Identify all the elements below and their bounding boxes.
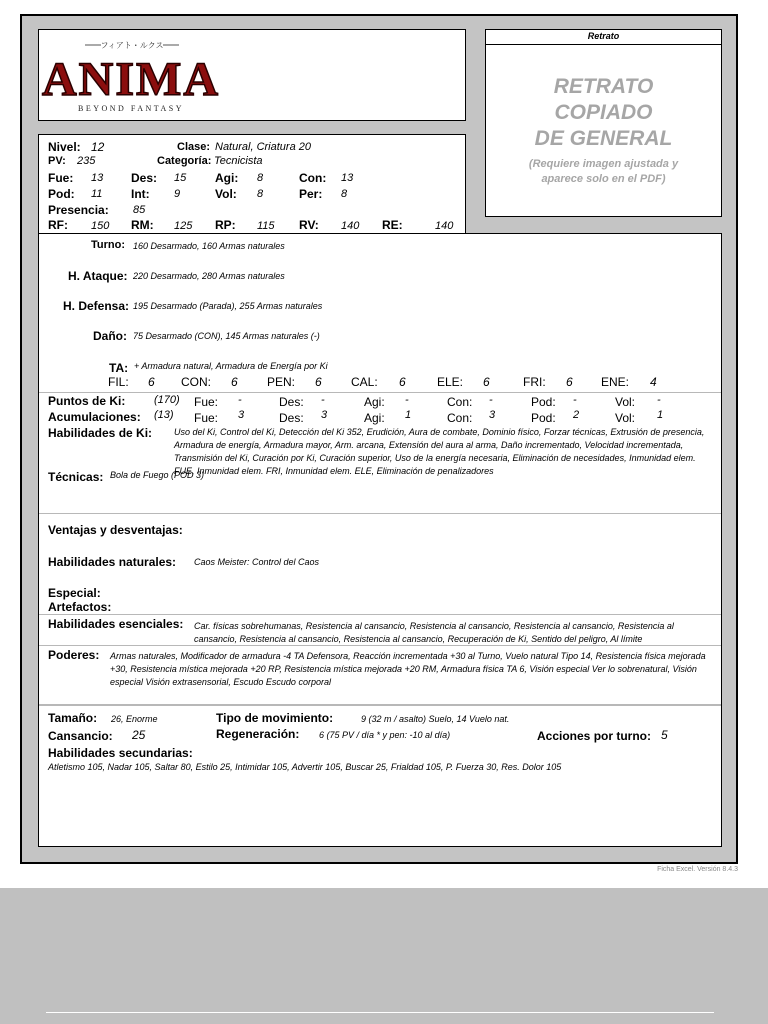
clase-label: Clase: xyxy=(177,141,211,153)
logo-subtitle: BEYOND FANTASY xyxy=(78,104,184,113)
rm-value: 125 xyxy=(174,220,193,232)
armor-label: ENE: xyxy=(601,375,630,389)
habilidades-ki-value: Uso del Ki, Control del Ki, Detección del Ki 352, Erudición, Aura de combate, Dominio físico, Forzar técnicas, Extrusión de presencia, Armadura de energía, Armadura mayor, Arm. arcana, Extensión del aura al arma, Daño incrementado, Velocidad incrementada, Transmisión del Ki, Curación por Ki, Curación superior, Uso de la energía necesaria, Eliminación de necesidades, Inmunidad elem. FUE, Inmunidad elem. FRI, Inmunidad elem. ELE, Eliminación de penalizadores xyxy=(174,427,705,476)
ventajas-label: Ventajas y desventajas: xyxy=(48,523,183,537)
portrait-note-1: (Requiere imagen ajustada y xyxy=(528,158,679,170)
turno-value: 160 Desarmado, 160 Armas naturales xyxy=(133,241,285,251)
acum-stat-label: Fue: xyxy=(194,411,219,425)
rp-value: 115 xyxy=(257,220,275,232)
acciones-value: 5 xyxy=(661,728,668,742)
acum-stat-value: 1 xyxy=(657,409,664,421)
acum-stat-label: Pod: xyxy=(531,411,556,425)
ki-stat-label: Fue: xyxy=(194,395,219,409)
poderes-value: Armas naturales, Modificador de armadura -4 TA Defensora, Reacción incrementada +30 al Turno, Vuelo natural Tipo 14, Resistencia física mejorada +30, Resistencia mística mejorada +20 RP, Resistencia mística mejorada +20 RM, Armadura física TA 6, Visión especial Ver lo sobrenatural, Visión especial Visión extrasensorial, Escudo Escudo corporal xyxy=(110,651,706,687)
armor-label: CON: xyxy=(181,375,211,389)
armor-value: 6 xyxy=(399,375,406,389)
tamano-label: Tamaño: xyxy=(48,711,98,725)
categoria-label: Categoría: xyxy=(157,155,212,167)
regeneracion-value: 6 (75 PV / día * y pen: -10 al día) xyxy=(319,730,451,740)
defensa-value: 195 Desarmado (Parada), 255 Armas naturales xyxy=(133,301,323,311)
ki-stat-label: Vol: xyxy=(615,395,636,409)
portrait-line-1: RETRATO xyxy=(553,75,654,98)
portrait-placeholder xyxy=(486,74,721,152)
stats-box xyxy=(38,134,466,234)
ki-stat-value: - xyxy=(321,394,325,406)
nivel-value: 12 xyxy=(91,140,105,154)
ataque-label: H. Ataque: xyxy=(68,269,128,283)
logo-kana: フィアト・ルクス xyxy=(100,41,164,50)
habilidades-esenciales-label: Habilidades esenciales: xyxy=(48,617,184,631)
rf-label: RF: xyxy=(48,218,68,232)
agi-value: 8 xyxy=(257,172,264,184)
armor-label: FIL: xyxy=(108,375,129,389)
acumulaciones-value: (13) xyxy=(154,409,174,421)
footer-line xyxy=(46,1012,714,1013)
ki-stat-value: - xyxy=(405,394,409,406)
movimiento-value: 9 (32 m / asalto) Suelo, 14 Vuelo nat. xyxy=(361,714,510,724)
armor-value: 6 xyxy=(483,375,490,389)
presencia-label: Presencia: xyxy=(48,203,109,217)
portrait-note xyxy=(486,157,721,187)
tecnicas-value: Bola de Fuego (POD 3) xyxy=(110,470,205,480)
cansancio-value: 25 xyxy=(132,728,146,742)
armor-value: 6 xyxy=(315,375,322,389)
especial-label: Especial: xyxy=(48,586,101,600)
armor-label: ELE: xyxy=(437,375,464,389)
portrait-line-2: COPIADO xyxy=(554,101,653,124)
acumulaciones-label: Acumulaciones: xyxy=(48,410,141,424)
per-value: 8 xyxy=(341,188,348,200)
divider xyxy=(39,704,721,706)
rv-value: 140 xyxy=(341,220,360,232)
armor-value: 6 xyxy=(566,375,573,389)
vol-label: Vol: xyxy=(215,187,237,201)
version-label: Ficha Excel. Versión 8.4.3 xyxy=(657,866,738,873)
acum-stat-value: 3 xyxy=(489,409,496,421)
fue-label: Fue: xyxy=(48,171,74,185)
main-box xyxy=(38,233,722,847)
agi-label: Agi: xyxy=(215,171,239,185)
acciones-label: Acciones por turno: xyxy=(537,729,652,743)
ki-stat-value: - xyxy=(238,394,242,406)
acum-stat-label: Des: xyxy=(279,411,304,425)
presencia-value: 85 xyxy=(133,204,146,216)
tamano-value: 26, Enorme xyxy=(111,714,158,724)
regeneracion-label: Regeneración: xyxy=(216,727,300,741)
puntos-ki-value: (170) xyxy=(154,394,180,406)
con-value: 13 xyxy=(341,172,354,184)
ki-stat-label: Pod: xyxy=(531,395,556,409)
footer-band xyxy=(0,888,768,1024)
vol-value: 8 xyxy=(257,188,264,200)
defensa-label: H. Defensa: xyxy=(63,299,130,313)
pv-label: PV: xyxy=(48,155,66,167)
rp-label: RP: xyxy=(215,218,236,232)
fue-value: 13 xyxy=(91,172,104,184)
armor-label: PEN: xyxy=(267,375,296,389)
ta-label: TA: xyxy=(109,361,129,375)
divider xyxy=(39,513,721,514)
ki-stat-label: Agi: xyxy=(364,395,385,409)
ki-stat-value: - xyxy=(573,394,577,406)
re-value: 140 xyxy=(435,220,454,232)
acum-stat-value: 1 xyxy=(405,409,412,421)
poderes-label: Poderes: xyxy=(48,648,100,662)
acum-stat-label: Con: xyxy=(447,411,473,425)
pv-value: 235 xyxy=(77,155,96,167)
clase-value: Natural, Criatura 20 xyxy=(215,141,311,153)
ataque-value: 220 Desarmado, 280 Armas naturales xyxy=(133,271,285,281)
categoria-value: Tecnicista xyxy=(214,155,263,167)
movimiento-label: Tipo de movimiento: xyxy=(216,711,334,725)
acum-stat-value: 3 xyxy=(238,409,245,421)
ki-stat-value: - xyxy=(657,394,661,406)
portrait-line-3: DE GENERAL xyxy=(534,127,673,150)
character-sheet xyxy=(20,14,738,864)
pod-value: 11 xyxy=(91,188,103,200)
des-label: Des: xyxy=(131,171,158,185)
cansancio-label: Cansancio: xyxy=(48,729,113,743)
dano-label: Daño: xyxy=(93,329,127,343)
divider xyxy=(39,392,721,393)
portrait-note-2: aparece solo en el PDF) xyxy=(541,173,666,185)
habilidades-naturales-value: Caos Meister: Control del Caos xyxy=(194,557,320,567)
habilidades-ki-label: Habilidades de Ki: xyxy=(48,426,153,440)
acum-stat-label: Agi: xyxy=(364,411,385,425)
armor-label: FRI: xyxy=(523,375,546,389)
acum-stat-label: Vol: xyxy=(615,411,636,425)
rf-value: 150 xyxy=(91,220,110,232)
artefactos-label: Artefactos: xyxy=(48,600,112,614)
habilidades-naturales-label: Habilidades naturales: xyxy=(48,555,177,569)
con-label: Con: xyxy=(299,171,327,185)
ki-stat-label: Des: xyxy=(279,395,304,409)
stats-box-joint xyxy=(466,233,722,234)
acum-stat-value: 2 xyxy=(573,409,580,421)
armor-value: 6 xyxy=(148,375,155,389)
logo-title: ANIMA xyxy=(42,53,220,106)
des-value: 15 xyxy=(174,172,187,184)
armor-value: 6 xyxy=(231,375,238,389)
tecnicas-label: Técnicas: xyxy=(48,470,104,484)
habilidades-esenciales-value: Car. físicas sobrehumanas, Resistencia al cansancio, Resistencia al cansancio, Resistencia al cansancio, Resistencia al cansancio, Resistencia al cansancio, Resistencia al cansancio, Recuperación de Ki, Sentido del peligro, Al límite xyxy=(194,621,674,644)
logo-box xyxy=(38,29,466,121)
ta-value: + Armadura natural, Armadura de Energía por Ki xyxy=(134,361,328,371)
ki-stat-value: - xyxy=(489,394,493,406)
re-label: RE: xyxy=(382,218,403,232)
portrait-box xyxy=(485,29,722,217)
divider xyxy=(39,614,721,615)
ki-stat-label: Con: xyxy=(447,395,473,409)
armor-value: 4 xyxy=(650,375,657,389)
rm-label: RM: xyxy=(131,218,154,232)
portrait-header: Retrato xyxy=(486,30,721,45)
dano-value: 75 Desarmado (CON), 145 Armas naturales (-) xyxy=(133,331,320,341)
puntos-ki-label: Puntos de Ki: xyxy=(48,394,126,408)
habilidades-secundarias-label: Habilidades secundarias: xyxy=(48,746,193,760)
anima-logo xyxy=(42,33,245,119)
nivel-label: Nivel: xyxy=(48,140,81,154)
int-label: Int: xyxy=(131,187,150,201)
acum-stat-value: 3 xyxy=(321,409,328,421)
turno-label: Turno: xyxy=(91,239,126,251)
per-label: Per: xyxy=(299,187,323,201)
armor-label: CAL: xyxy=(351,375,378,389)
int-value: 9 xyxy=(174,188,181,200)
pod-label: Pod: xyxy=(48,187,75,201)
rv-label: RV: xyxy=(299,218,319,232)
divider xyxy=(39,645,721,646)
habilidades-secundarias-value: Atletismo 105, Nadar 105, Saltar 80, Estilo 25, Intimidar 105, Advertir 105, Buscar 25, Frialdad 105, P. Fuerza 30, Res. Dolor 105 xyxy=(48,762,562,772)
